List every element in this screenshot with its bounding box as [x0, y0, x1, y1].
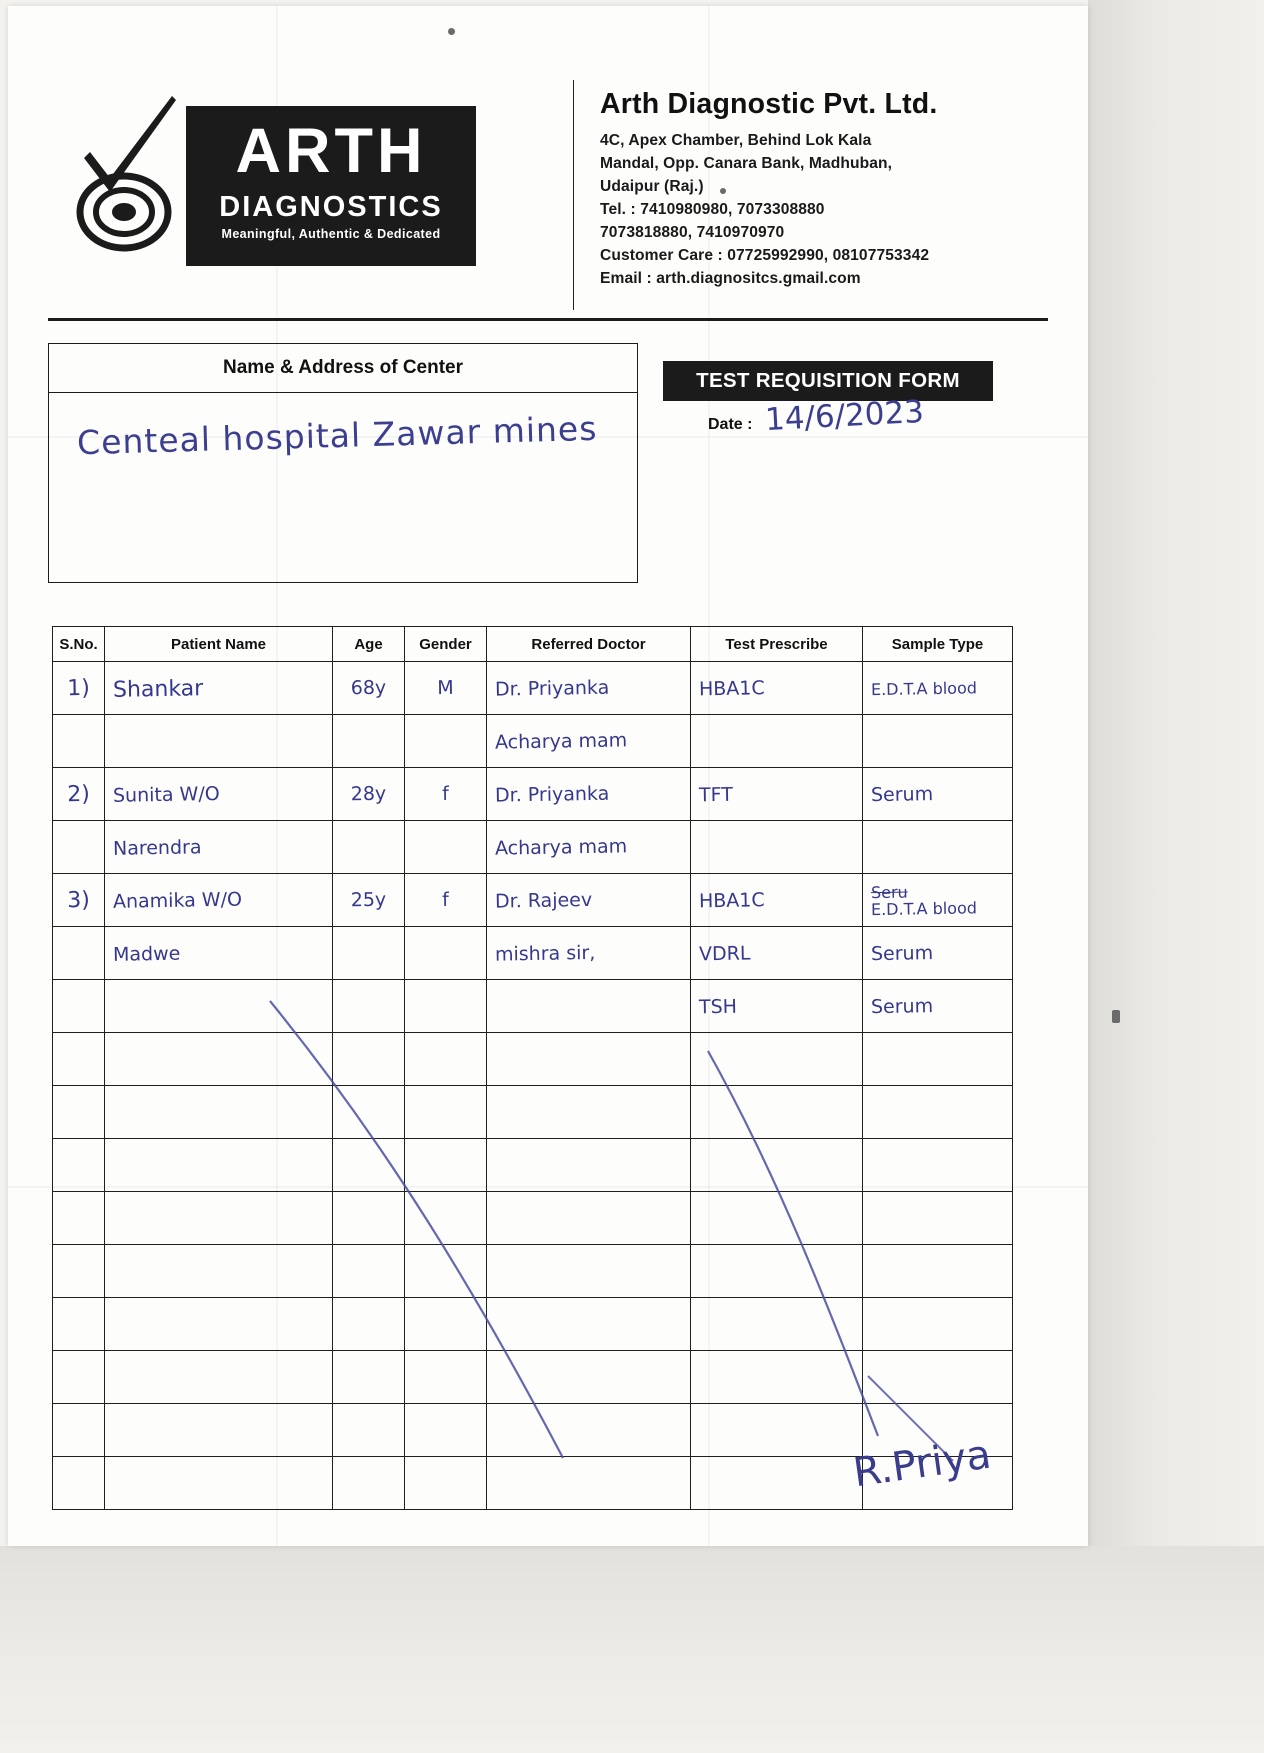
cell-value	[691, 1323, 862, 1326]
cell-value	[691, 1164, 862, 1167]
cell-value	[691, 740, 862, 743]
cell-value	[691, 1429, 862, 1432]
cell-sample	[863, 715, 1013, 768]
cell-sno	[53, 1457, 105, 1510]
cell-value: Dr. Priyanka	[494, 676, 610, 701]
page-background-bottom	[0, 1546, 1264, 1753]
cell-value	[105, 1004, 332, 1008]
table-header-row	[53, 627, 1013, 662]
cell-gender	[405, 1298, 487, 1351]
cell-value	[333, 1376, 404, 1377]
cell-sno	[53, 1404, 105, 1457]
cell-value	[105, 1375, 332, 1379]
cell-value: Dr. Rajeev	[494, 888, 593, 913]
cell-value: VDRL	[698, 942, 751, 966]
cell-sample	[863, 1245, 1013, 1298]
cell-gender	[405, 768, 487, 821]
cell-sample	[863, 662, 1013, 715]
cell-value: f	[441, 888, 450, 912]
header-horizontal-rule	[48, 318, 1048, 321]
cell-value: Acharya mam	[494, 729, 628, 754]
table-row	[53, 1245, 1013, 1298]
column-header-sample-type: Sample Type	[863, 627, 1013, 662]
cell-doctor	[487, 1033, 691, 1086]
date-label: Date :	[708, 416, 753, 433]
table-row	[53, 927, 1013, 980]
cell-gender	[405, 1404, 487, 1457]
cell-value: Sunita W/O	[112, 782, 220, 807]
cell-value	[487, 1428, 690, 1432]
table-row	[53, 715, 1013, 768]
cell-value: 1)	[66, 675, 91, 701]
cell-value	[487, 1481, 690, 1485]
cell-doctor	[487, 1086, 691, 1139]
cell-value	[53, 1430, 104, 1431]
table-row	[53, 1139, 1013, 1192]
letterhead	[48, 66, 1048, 316]
cell-doctor	[487, 662, 691, 715]
scan-speck	[1112, 1010, 1120, 1023]
cell-value: f	[441, 782, 450, 806]
company-email: Email : arth.diagnositcs.gmail.com	[600, 270, 861, 287]
table-row	[53, 1351, 1013, 1404]
cell-test	[691, 715, 863, 768]
cell-value	[487, 1057, 690, 1061]
cell-gender	[405, 1351, 487, 1404]
cell-value	[863, 1270, 1012, 1273]
cell-value	[333, 1217, 404, 1218]
cell-value	[691, 1482, 862, 1485]
cell-sno	[53, 662, 105, 715]
page-background-right	[1088, 0, 1264, 1753]
cell-age	[333, 1457, 405, 1510]
cell-test	[691, 1192, 863, 1245]
cell-value	[405, 1217, 486, 1218]
cell-value: 2)	[66, 781, 91, 807]
cell-patient-name	[105, 1298, 333, 1351]
cell-sample	[863, 1086, 1013, 1139]
cell-value	[691, 1111, 862, 1114]
cell-patient-name	[105, 1033, 333, 1086]
cell-value	[487, 1004, 690, 1008]
cell-age	[333, 1351, 405, 1404]
cell-doctor	[487, 715, 691, 768]
company-address-line-3: Udaipur (Raj.)	[600, 178, 704, 195]
cell-sno	[53, 980, 105, 1033]
column-header-sno: S.No.	[53, 627, 105, 662]
company-name: Arth Diagnostic Pvt. Ltd.	[600, 88, 938, 120]
cell-sample	[863, 1351, 1013, 1404]
cell-test	[691, 662, 863, 715]
cell-value	[487, 1269, 690, 1273]
cell-gender	[405, 874, 487, 927]
cell-value	[405, 1164, 486, 1165]
cell-value	[105, 1110, 332, 1114]
cell-value	[487, 1163, 690, 1167]
center-box-title: Name & Address of Center	[49, 344, 637, 393]
cell-sno	[53, 1033, 105, 1086]
cell-value	[405, 1323, 486, 1324]
cell-sample	[863, 927, 1013, 980]
cell-value	[333, 1429, 404, 1430]
cell-value	[53, 1483, 104, 1484]
cell-sno	[53, 1139, 105, 1192]
cell-age	[333, 1086, 405, 1139]
cell-test	[691, 1086, 863, 1139]
cell-value	[105, 1428, 332, 1432]
logo-sub-text: DIAGNOSTICS	[219, 191, 443, 223]
cell-value	[405, 1058, 486, 1059]
cell-age	[333, 662, 405, 715]
cell-value	[863, 1217, 1012, 1220]
table-row	[53, 1086, 1013, 1139]
cell-test	[691, 927, 863, 980]
header-divider	[573, 80, 574, 310]
cell-age	[333, 1033, 405, 1086]
cell-value: Madwe	[112, 942, 181, 966]
company-details	[600, 88, 1050, 290]
cell-test	[691, 821, 863, 874]
cell-value	[405, 1005, 486, 1006]
cell-patient-name	[105, 1351, 333, 1404]
logo-wordmark-box	[186, 106, 476, 266]
cell-value: Serum	[870, 783, 934, 807]
cell-age	[333, 768, 405, 821]
cell-value	[405, 1482, 486, 1483]
cell-patient-name	[105, 821, 333, 874]
cell-value	[105, 1481, 332, 1485]
company-address-line-1: 4C, Apex Chamber, Behind Lok Kala	[600, 132, 872, 149]
cell-value	[53, 953, 104, 954]
cell-gender	[405, 1192, 487, 1245]
column-header-referred-doctor: Referred Doctor	[487, 627, 691, 662]
cell-value	[333, 846, 404, 847]
cell-doctor	[487, 1192, 691, 1245]
cell-sample	[863, 1298, 1013, 1351]
date-handwritten-value: 14/6/2023	[764, 393, 925, 439]
cell-value	[333, 1323, 404, 1324]
scan-speck	[720, 188, 726, 194]
cell-age	[333, 1139, 405, 1192]
cell-value: Shankar	[112, 675, 204, 703]
cell-value	[863, 846, 1012, 849]
cell-doctor	[487, 874, 691, 927]
cell-value	[405, 740, 486, 741]
cell-sample	[863, 874, 1013, 927]
table-row	[53, 821, 1013, 874]
cell-value	[405, 1111, 486, 1112]
cell-value: 68y	[350, 676, 387, 700]
cell-patient-name	[105, 1139, 333, 1192]
cell-value: TFT	[698, 783, 734, 807]
cell-sample	[863, 768, 1013, 821]
cell-value	[405, 952, 486, 953]
cell-test	[691, 874, 863, 927]
cell-value	[405, 1429, 486, 1430]
cell-value: Dr. Priyanka	[494, 782, 610, 807]
logo-main-text: ARTH	[235, 116, 427, 186]
cell-age	[333, 821, 405, 874]
cell-value	[691, 1058, 862, 1061]
center-name-address-box	[48, 343, 638, 583]
cell-value	[333, 1111, 404, 1112]
cell-value	[105, 1216, 332, 1220]
cell-value	[53, 1165, 104, 1166]
cell-sno	[53, 1351, 105, 1404]
cell-value	[53, 741, 104, 742]
cell-value: Serum	[870, 942, 934, 966]
cell-patient-name	[105, 1457, 333, 1510]
cell-gender	[405, 1033, 487, 1086]
table-row	[53, 874, 1013, 927]
cell-value	[487, 1110, 690, 1114]
cell-sno	[53, 1245, 105, 1298]
cell-sno	[53, 1298, 105, 1351]
table-row	[53, 662, 1013, 715]
cell-value: Acharya mam	[494, 835, 628, 860]
cell-doctor	[487, 1245, 691, 1298]
cell-gender	[405, 1245, 487, 1298]
cell-sample	[863, 1139, 1013, 1192]
cell-gender	[405, 1086, 487, 1139]
cell-gender	[405, 927, 487, 980]
cell-value: 25y	[350, 888, 387, 912]
logo	[68, 86, 488, 266]
company-customer-care: Customer Care : 07725992990, 08107753342	[600, 247, 930, 264]
cell-sno	[53, 1086, 105, 1139]
column-header-age: Age	[333, 627, 405, 662]
column-header-test-prescribe: Test Prescribe	[691, 627, 863, 662]
cell-value	[53, 847, 104, 848]
cell-value	[487, 1375, 690, 1379]
cell-sno	[53, 715, 105, 768]
cell-sno	[53, 927, 105, 980]
cell-value	[333, 952, 404, 953]
cell-age	[333, 715, 405, 768]
cell-age	[333, 1298, 405, 1351]
table-row	[53, 768, 1013, 821]
table-row	[53, 980, 1013, 1033]
cell-sno	[53, 874, 105, 927]
table-row	[53, 1033, 1013, 1086]
cell-patient-name	[105, 1086, 333, 1139]
cell-age	[333, 1245, 405, 1298]
cell-value	[333, 1005, 404, 1006]
cell-patient-name	[105, 1245, 333, 1298]
cell-value	[53, 1006, 104, 1007]
cell-value	[53, 1324, 104, 1325]
cell-test	[691, 1298, 863, 1351]
cell-doctor	[487, 1351, 691, 1404]
cell-age	[333, 1192, 405, 1245]
cell-gender	[405, 715, 487, 768]
cell-value	[105, 1163, 332, 1167]
cell-doctor	[487, 821, 691, 874]
cell-patient-name	[105, 980, 333, 1033]
cell-value	[53, 1059, 104, 1060]
cell-value	[863, 1323, 1012, 1326]
cell-age	[333, 1404, 405, 1457]
cell-value: HBA1C	[698, 889, 765, 913]
cell-value: Narendra	[112, 836, 202, 860]
cell-doctor	[487, 1298, 691, 1351]
table-row	[53, 1298, 1013, 1351]
cell-test	[691, 1139, 863, 1192]
cell-value	[487, 1216, 690, 1220]
cell-value: Anamika W/O	[112, 888, 243, 913]
cell-value	[691, 1217, 862, 1220]
cell-value: 3)	[66, 887, 91, 913]
cell-value	[863, 740, 1012, 743]
cell-age	[333, 927, 405, 980]
paper-sheet	[8, 6, 1088, 1546]
column-header-gender: Gender	[405, 627, 487, 662]
cell-value	[863, 1058, 1012, 1061]
cell-value	[405, 846, 486, 847]
cell-value	[863, 1111, 1012, 1114]
cell-value	[487, 1322, 690, 1326]
cell-value: HBA1C	[698, 677, 765, 701]
requisition-table	[52, 626, 1013, 1510]
cell-value	[105, 739, 332, 743]
cell-test	[691, 1351, 863, 1404]
cell-doctor	[487, 1139, 691, 1192]
cell-value	[863, 1376, 1012, 1379]
cell-sample	[863, 1192, 1013, 1245]
cell-patient-name	[105, 1192, 333, 1245]
cell-value: M	[437, 676, 454, 700]
cell-value	[333, 1164, 404, 1165]
cell-value	[333, 1482, 404, 1483]
cell-value	[53, 1377, 104, 1378]
cell-patient-name	[105, 768, 333, 821]
company-telephone-line-1: Tel. : 7410980980, 7073308880	[600, 201, 825, 218]
cell-test	[691, 1033, 863, 1086]
cell-value	[105, 1057, 332, 1061]
cell-test	[691, 1404, 863, 1457]
company-address-line-2: Mandal, Opp. Canara Bank, Madhuban,	[600, 155, 893, 172]
cell-age	[333, 874, 405, 927]
cell-doctor	[487, 1457, 691, 1510]
cell-patient-name	[105, 662, 333, 715]
cell-value: mishra sir,	[494, 941, 596, 966]
cell-doctor	[487, 927, 691, 980]
logo-tagline: Meaningful, Authentic & Dedicated	[221, 227, 441, 241]
cell-value	[691, 846, 862, 849]
cell-gender	[405, 821, 487, 874]
form-title-badge: TEST REQUISITION FORM	[663, 361, 993, 401]
cell-patient-name	[105, 874, 333, 927]
cell-doctor	[487, 768, 691, 821]
cell-value	[105, 1322, 332, 1326]
cell-sno	[53, 821, 105, 874]
cell-value	[105, 1269, 332, 1273]
cell-test	[691, 1457, 863, 1510]
cell-test	[691, 1245, 863, 1298]
company-telephone-line-2: 7073818880, 7410970970	[600, 224, 785, 241]
cell-age	[333, 980, 405, 1033]
arth-target-checkmark-icon	[76, 96, 186, 256]
cell-sno	[53, 1192, 105, 1245]
cell-gender	[405, 1457, 487, 1510]
column-header-patient-name: Patient Name	[105, 627, 333, 662]
cell-struck-value: Seru	[870, 882, 908, 903]
cell-gender	[405, 980, 487, 1033]
cell-doctor	[487, 980, 691, 1033]
cell-value	[333, 1058, 404, 1059]
table-row	[53, 1192, 1013, 1245]
cell-value	[691, 1376, 862, 1379]
cell-test	[691, 768, 863, 821]
cell-value	[691, 1270, 862, 1273]
cell-patient-name	[105, 715, 333, 768]
cell-value: TSH	[698, 995, 738, 1019]
cell-value	[333, 740, 404, 741]
cell-gender	[405, 1139, 487, 1192]
cell-gender	[405, 662, 487, 715]
cell-test	[691, 980, 863, 1033]
scan-speck	[448, 28, 455, 35]
cell-value	[405, 1270, 486, 1271]
cell-value	[53, 1218, 104, 1219]
cell-sample	[863, 980, 1013, 1033]
cell-value: E.D.T.A blood	[870, 898, 978, 920]
cell-value	[53, 1112, 104, 1113]
cell-patient-name	[105, 927, 333, 980]
cell-doctor	[487, 1404, 691, 1457]
cell-value: Serum	[870, 995, 934, 1019]
cell-sample	[863, 821, 1013, 874]
cell-value	[863, 1429, 1012, 1432]
cell-value	[333, 1270, 404, 1271]
cell-value	[405, 1376, 486, 1377]
cell-sample	[863, 1033, 1013, 1086]
cell-sno	[53, 768, 105, 821]
cell-value	[53, 1271, 104, 1272]
center-name-handwritten-value: Centeal hospital Zawar mines	[76, 408, 598, 463]
cell-value	[863, 1164, 1012, 1167]
cell-patient-name	[105, 1404, 333, 1457]
cell-value: 28y	[350, 782, 387, 806]
cell-value: E.D.T.A blood	[870, 677, 978, 699]
signature: R.Priya	[850, 1431, 994, 1497]
